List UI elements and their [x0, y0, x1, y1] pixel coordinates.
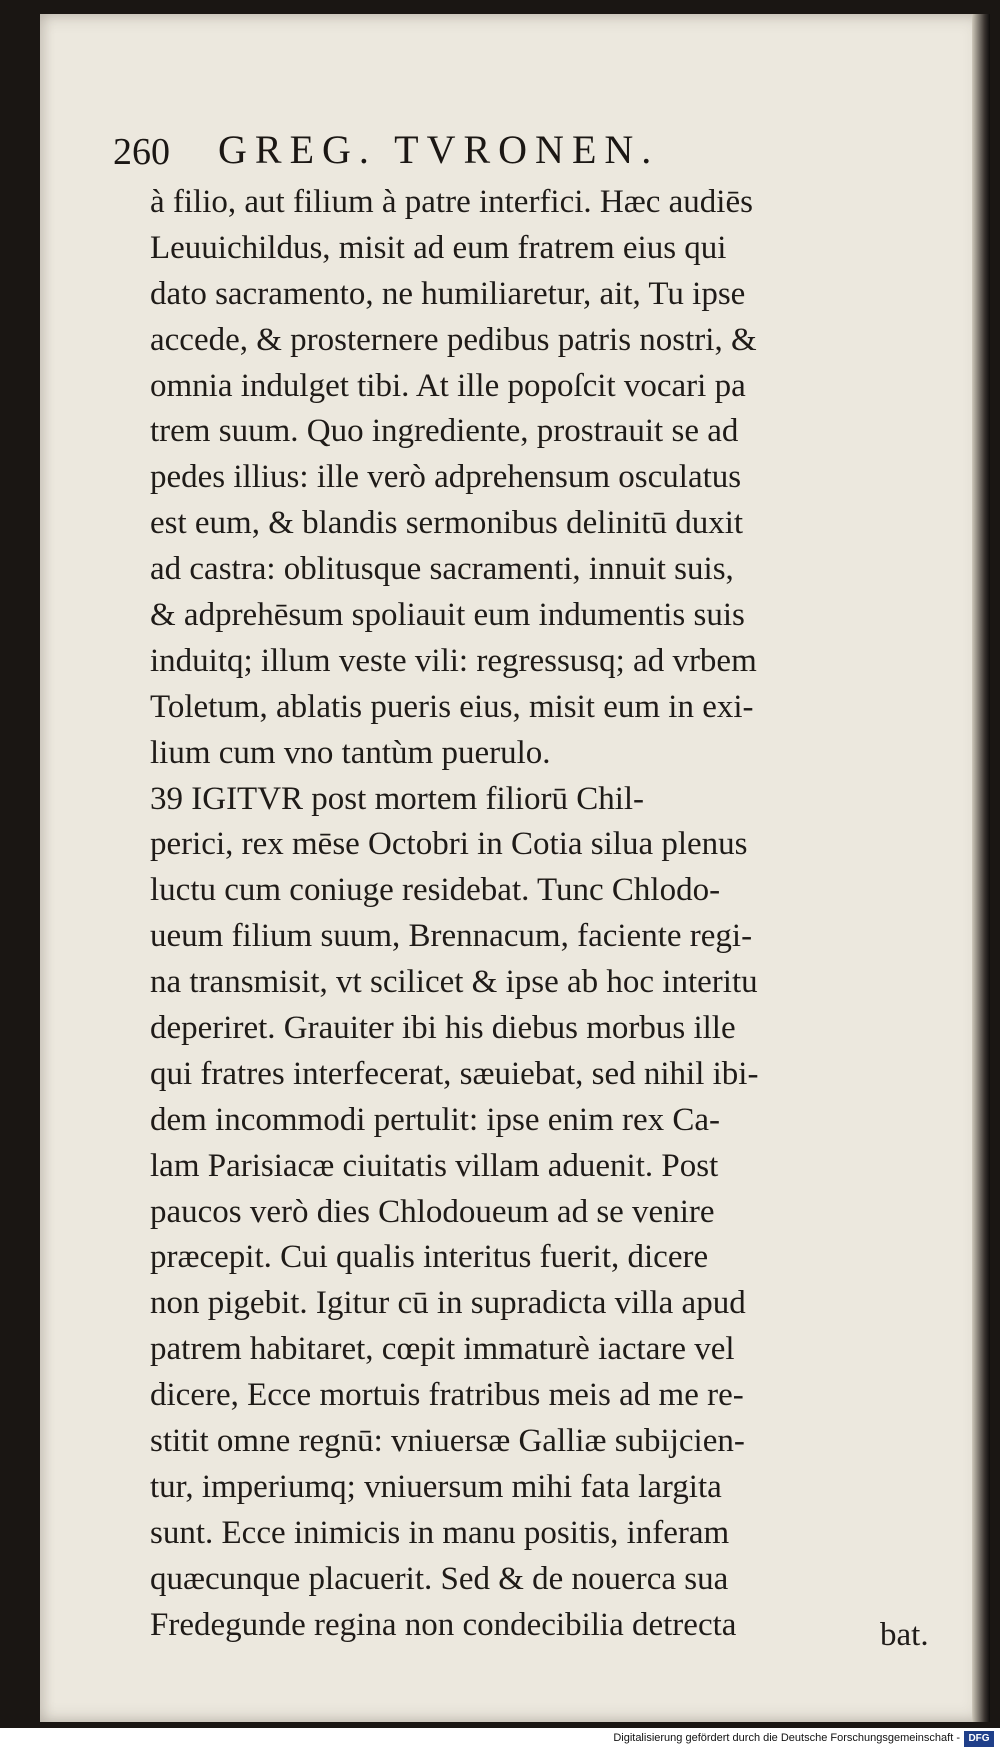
text-line: lam Parisiacæ ciuitatis villam aduenit. Post: [150, 1147, 719, 1184]
text-line: perici, rex mēse Octobri in Cotia silua plenus: [150, 826, 748, 863]
text-line: Toletum, ablatis pueris eius, misit eum in exi-: [150, 688, 754, 725]
text-line: pedes illius: ille verò adprehensum osculatus: [150, 459, 742, 496]
text-line: paucos verò dies Chlodoueum ad se venire: [150, 1193, 715, 1230]
text-line: tur, imperiumq; vniuersum mihi fata largita: [150, 1468, 722, 1505]
text-line: sunt. Ecce inimicis in manu positis, inferam: [150, 1514, 730, 1551]
text-line: trem suum. Quo ingrediente, prostrauit se ad: [150, 413, 739, 450]
funding-credit: Digitalisierung gefördert durch die Deutsche Forschungsgemeinschaft -: [613, 1732, 960, 1744]
text-line: luctu cum coniuge residebat. Tunc Chlodo-: [150, 872, 721, 909]
text-line: lium cum vno tantùm puerulo.: [150, 734, 551, 771]
text-line: dem incommodi pertulit: ipse enim rex Ca-: [150, 1101, 721, 1138]
page-number: 260: [113, 131, 170, 173]
page-header: [113, 126, 853, 176]
text-line: deperiret. Grauiter ibi his diebus morbus ille: [150, 1010, 736, 1047]
text-line: dicere, Ecce mortuis fratribus meis ad me re-: [150, 1377, 744, 1414]
text-line: induitq; illum veste vili: regressusq; ad vrbem: [150, 642, 757, 679]
page-edge-shadow: [972, 14, 990, 1722]
text-line: qui fratres interfecerat, sæuiebat, sed nihil ibi-: [150, 1055, 759, 1092]
text-line: dato sacramento, ne humiliaretur, ait, Tu ipse: [150, 275, 746, 312]
text-line: patrem habitaret, cœpit immaturè iactare vel: [150, 1331, 735, 1368]
text-line: ad castra: oblitusque sacramenti, innuit suis,: [150, 551, 734, 588]
digitization-footer: [0, 1728, 1000, 1752]
text-line: non pigebit. Igitur cū in supradicta villa apud: [150, 1285, 746, 1322]
text-line: præcepit. Cui qualis interitus fuerit, dicere: [150, 1239, 709, 1276]
text-line: & adprehēsum spoliauit eum indumentis suis: [150, 597, 745, 634]
text-line: Leuuichildus, misit ad eum fratrem eius qui: [150, 229, 727, 266]
text-line: accede, & prosternere pedibus patris nostri, &: [150, 321, 757, 358]
text-line: ueum filium suum, Brennacum, faciente regi-: [150, 918, 753, 955]
text-line: stitit omne regnū: vniuersæ Galliæ subijcien-: [150, 1423, 745, 1460]
dfg-logo: DFG: [964, 1731, 994, 1747]
chapter-start-line: 39 IGITVR post mortem filiorū Chil-: [150, 780, 645, 817]
catchword: bat.: [880, 1617, 929, 1653]
text-line: est eum, & blandis sermonibus delinitū duxit: [150, 505, 744, 542]
text-line: à filio, aut filium à patre interfici. Hæc audiēs: [150, 184, 753, 220]
text-line: quæcunque placuerit. Sed & de nouerca sua: [150, 1560, 729, 1597]
text-line: omnia indulget tibi. At ille popoſcit vocari pa: [150, 367, 746, 404]
text-line: Fredegunde regina non condecibilia detrecta: [150, 1606, 737, 1643]
text-line: na transmisit, vt scilicet & ipse ab hoc interitu: [150, 964, 758, 1001]
body-text: [150, 180, 850, 1649]
running-title: GREG. TVRONEN.: [218, 127, 660, 172]
